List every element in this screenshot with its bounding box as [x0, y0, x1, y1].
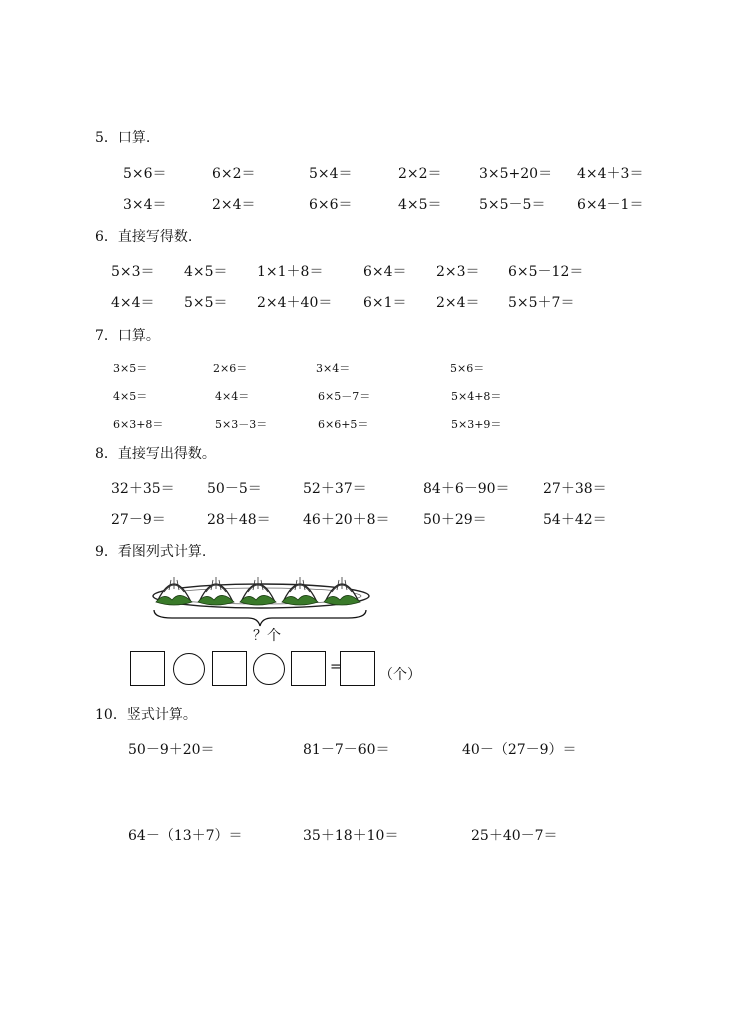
expression: 3×5+20＝	[479, 166, 553, 182]
expression: 4×4＋3＝	[577, 166, 644, 182]
equals-sign: =	[330, 659, 342, 675]
dumpling-plate-illustration	[150, 570, 372, 612]
expression: 6×5－12＝	[508, 264, 584, 280]
expression: 6×5－7＝	[318, 390, 371, 403]
expression: 64－（13＋7）＝	[128, 828, 243, 844]
expression: 32＋35＝	[111, 481, 175, 497]
expression: 6×4－1＝	[577, 197, 644, 213]
expression: 5×3＝	[111, 264, 155, 280]
expression: 52＋37＝	[303, 481, 367, 497]
expression: 5×4+8＝	[451, 390, 502, 403]
expression: 4×5＝	[398, 197, 442, 213]
expression: 4×4＝	[111, 295, 155, 311]
answer-box[interactable]	[291, 651, 326, 686]
expression: 5×5＋7＝	[508, 295, 575, 311]
expression: 5×3－3＝	[215, 418, 268, 431]
expression: 27－9＝	[111, 512, 166, 528]
expression: 1×1＋8＝	[257, 264, 324, 280]
expression: 3×5＝	[113, 362, 148, 375]
q5-title: 5．口算.	[95, 130, 151, 146]
expression: 6×4＝	[363, 264, 407, 280]
expression: 2×3＝	[436, 264, 480, 280]
operator-circle[interactable]	[253, 653, 285, 685]
expression: 40－（27－9）＝	[462, 742, 577, 758]
answer-box[interactable]	[212, 651, 247, 686]
operator-circle[interactable]	[173, 653, 205, 685]
q8-title: 8．直接写出得数。	[95, 446, 216, 462]
expression: 2×4＝	[212, 197, 256, 213]
expression: 25＋40－7＝	[471, 828, 558, 844]
expression: 2×4＝	[436, 295, 480, 311]
expression: 35＋18＋10＝	[303, 828, 399, 844]
expression: 50－5＝	[207, 481, 262, 497]
answer-box[interactable]	[340, 651, 375, 686]
expression: 4×5＝	[113, 390, 148, 403]
expression: 84＋6－90＝	[423, 481, 510, 497]
expression: 3×4＝	[123, 197, 167, 213]
expression: 5×5＝	[184, 295, 228, 311]
expression: 5×4＝	[309, 166, 353, 182]
expression: 5×6＝	[123, 166, 167, 182]
expression: 50＋29＝	[423, 512, 487, 528]
brace-label: ？个	[253, 628, 281, 644]
expression: 6×3+8＝	[113, 418, 164, 431]
expression: 6×1＝	[363, 295, 407, 311]
expression: 6×6＝	[309, 197, 353, 213]
answer-box[interactable]	[130, 651, 165, 686]
expression: 3×4＝	[316, 362, 351, 375]
expression: 50－9＋20＝	[128, 742, 215, 758]
expression: 46＋20＋8＝	[303, 512, 390, 528]
expression: 4×5＝	[184, 264, 228, 280]
q9-title: 9．看图列式计算.	[95, 544, 207, 560]
expression: 5×5－5＝	[479, 197, 546, 213]
expression: 2×4＋40＝	[257, 295, 333, 311]
q7-title: 7．口算。	[95, 328, 160, 344]
expression: 2×6＝	[213, 362, 248, 375]
q6-title: 6．直接写得数.	[95, 229, 193, 245]
expression: 81－7－60＝	[303, 742, 390, 758]
expression: 6×2＝	[212, 166, 256, 182]
q10-title: 10．竖式计算。	[95, 707, 197, 723]
expression: 27＋38＝	[543, 481, 607, 497]
expression: 5×3+9＝	[451, 418, 502, 431]
expression: 6×6+5＝	[318, 418, 369, 431]
unit-label: （个）	[379, 667, 421, 683]
expression: 2×2＝	[398, 166, 442, 182]
expression: 5×6＝	[450, 362, 485, 375]
expression: 54＋42＝	[543, 512, 607, 528]
expression: 4×4＝	[215, 390, 250, 403]
expression: 28＋48＝	[207, 512, 271, 528]
